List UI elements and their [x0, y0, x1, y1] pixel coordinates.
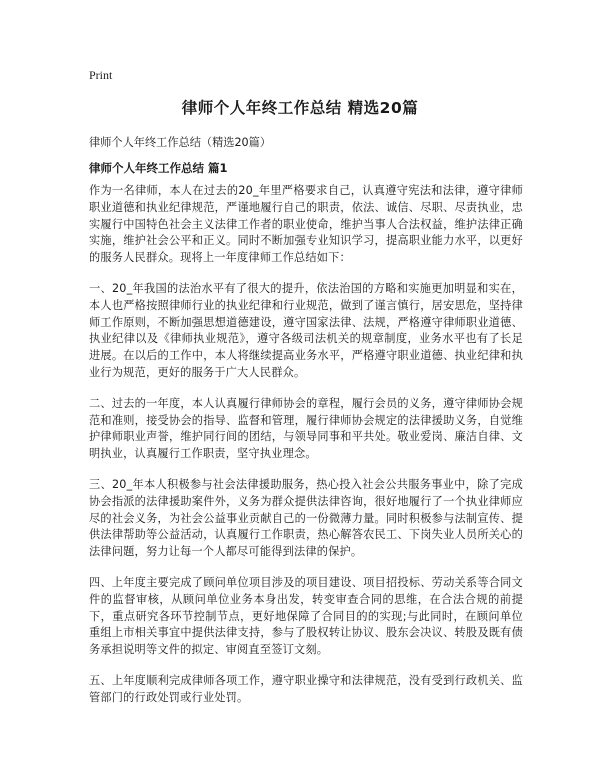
print-link[interactable]: Print — [89, 68, 113, 82]
paragraph-5: 五、上年度顺利完成律师各项工作，遵守职业操守和法律规范，没有受到行政机关、监管部门的行政处罚或行业处罚。 — [89, 673, 523, 704]
paragraph-4: 四、上年度主要完成了顾问单位项目涉及的项目建设、项目招投标、劳动关系等合同文件的监督审核，从顾问单位业务本身出发，转变审查合同的思维，在合法合规的前提下，重点研究各环节控制节点，更好地保障了合同目的的实现;与此同时，在顾问单位重组上市相关事宜中提供法律支持，参与了股权转让协议、股东会决议、转股及既有债务承担说明等文件的拟定、审阅直至签订文刻。 — [89, 575, 523, 657]
document-subtitle: 律师个人年终工作总结（精选20篇） — [89, 136, 272, 149]
paragraph-intro: 作为一名律师，本人在过去的20_年里严格要求自己，认真遵守宪法和法律，遵守律师职业道德和执业纪律规范，严谨地履行自己的职责，依法、诚信、尽职、尽责执业，忠实履行中国特色社会主义法律工作者的职业使命，维护当事人合法权益，维护法律正确实施，维护社会公平和正义。同时不断加强专业知识学习，提高职业能力水平，以更好的服务人民群众。现将上一年度律师工作总结如下： — [89, 184, 523, 265]
document-title: 律师个人年终工作总结 精选20篇 — [181, 99, 419, 117]
paragraph-1: 一、20_年我国的法治水平有了很大的提升，依法治国的方略和实施更加明显和实在，本人也严格按照律师行业的执业纪律和行业规范，做到了谨言慎行，居安思危，坚持律师工作原则，不断加强思想道德建设，遵守国家法律、法规，严格遵守律师职业道德、执业纪律以及《律师执业规范》，遵守各级司法机关的规章制度，业务水平也有了长足进展。在以后的工作中，本人将继续提高业务水平，严格遵守职业道德、执业纪律和执业行为规范，更好的服务于广大人民群众。 — [89, 281, 523, 379]
paragraph-2: 二、过去的一年度，本人认真履行律师协会的章程，履行会员的义务，遵守律师协会规范和准则，接受协会的指导、监督和管理，履行律师协会规定的法律援助义务，自觉维护律师职业声誉，维护同行间的团结，与领导同事和平共处。敬业爱岗、廉洁自律、文明执业，认真履行工作职责，坚守执业理念。 — [89, 396, 523, 461]
document-body — [89, 183, 523, 721]
section-heading: 律师个人年终工作总结 篇1 — [89, 161, 228, 175]
paragraph-3: 三、20_年本人积极参与社会法律援助服务，热心投入社会公共服务事业中，除了完成协会指派的法律援助案件外，义务为群众提供法律咨询，很好地履行了一个执业律师应尽的社会义务，为社会公益事业贡献自己的一份微薄力量。同时积极参与法制宣传、提供法律帮助等公益活动，认真履行工作职责，热心解答农民工、下岗失业人员所关心的法律问题，努力让每一个人都尽可能得到法律的保护。 — [89, 477, 523, 559]
